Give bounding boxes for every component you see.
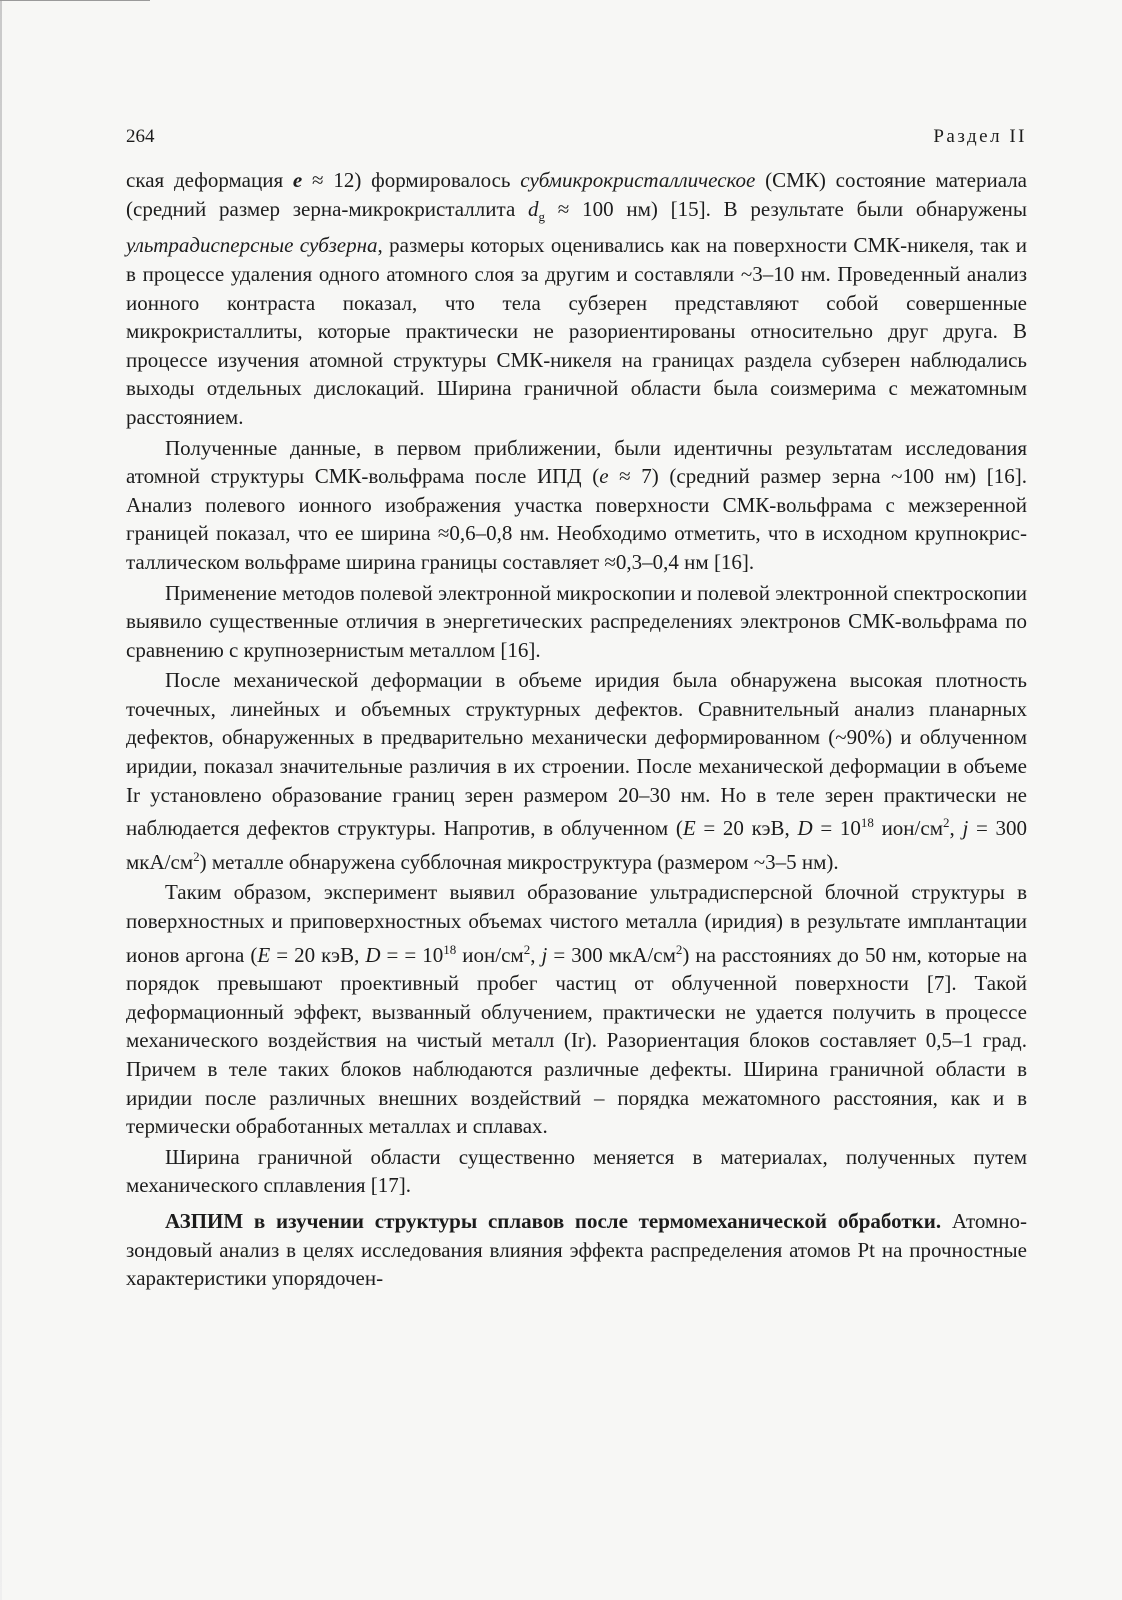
page-number: 264 xyxy=(126,126,155,147)
paragraph: ская деформация e ≈ 12) формировалось субмикрокристаллическое (СМК) состояние материала (средний размер зерна-микрокристаллита $d_g \approx 100$ нм) [15]. В результате были обнаружены ультрадисперсные субзерна, размеры которых оценивались как на поверхности СМК-никеля, так и в процессе удаления одного атомного слоя за другим и составляли ~3–10 нм. Проведенный анализ ионного контраста показал, что тела субзерен представляют собой совершенные микрокристаллиты, которые практически не разориентированы относительно друг друга. В процессе изучения атомной структуры СМК-никеля на границах раздела субзерен наблюдались выходы отдельных дислокаций. Ширина граничной области была соизмерима с межатомным расстоянием. xyxy=(126,168,1027,429)
paragraph: Применение методов полевой электронной микроскопии и полевой электронной спектроскопии выявило существенные отличия в энергетических распределениях электронов СМК-вольфрама по сравнению с крупнозернистым металлом [16]. xyxy=(126,580,1027,662)
paragraph: АЗПИМ в изучении структуры сплавов после термомеханической обработки. Атомно-зондовый анализ в целях исследования влияния эффекта распределения атомов Pt на прочностные характеристики упорядочен- xyxy=(126,1208,1027,1291)
paragraph: Таким образом, эксперимент выявил образование ультрадисперсной блочной структуры в поверхностных и приповерхностных объемах чистого металла (иридия) в результате имплантации ионов аргона (E = 20 кэВ, D = = $10^{18}$ ион/$см^2$, j = 300 мкА/$см^2$) на расстояниях до 50 нм, которые на порядок превышают проективный пробег частиц от облученной поверхности [7]. Такой деформационный эффект, вызванный облучением, практически не удается получить в процессе механического воздействия на чистый металл (Ir). Разориентация блоков составляет 0,5–1 град. Причем в теле таких блоков наблюдаются различные дефекты. Ширина граничной области в иридии после различных внешних воздействий – порядка межатомного расстояния, как и в термически обработанных металлах и сплавах. xyxy=(126,880,1028,1139)
running-header xyxy=(126,126,1027,148)
paragraph: После механической деформации в объеме иридия была обнаружена высокая плотность точечных, линейных и объемных структурных дефектов. Сравнительный анализ планарных дефектов, обнаруженных в предварительно механически деформированном (~90%) и облученном иридии, показал значительные различия в их строении. После механической деформации в объеме Ir установлено образование границ зерен размером 20–30 нм. Но в теле зерен практически не наблюдается дефектов структуры. Напротив, в облученном (E = 20 кэВ, $D = 10^{18}$ ион/$см^2$, j = 300 мкА/$см^2$) металле обнаружена субблочная микроструктура (размером ~3–5 нм). xyxy=(126,668,1028,874)
paragraph: Ширина граничной области существенно меняется в материалах, полученных путем механического сплавления [17]. xyxy=(126,1144,1027,1198)
document-page xyxy=(126,126,1027,1293)
section-title: Раздел II xyxy=(933,126,1027,147)
scan-edge-left xyxy=(0,0,2,1600)
scan-edge-top xyxy=(0,0,150,11)
paragraph: Полученные данные, в первом приближении, были идентичны результатам исследования атомной структуры СМК-вольфрама после ИПД (e ≈ 7) (средний размер зерна ~100 нм) [16]. Анализ полевого ионного изображения участка поверхности СМК-вольфрама с межзеренной границей показал, что ее ширина ≈0,6–0,8 нм. Необходимо отметить, что в исходном крупнокристаллическом вольфраме ширина границы составляет ≈0,3–0,4 нм [16]. xyxy=(126,435,1027,574)
body-text xyxy=(126,166,1027,1293)
